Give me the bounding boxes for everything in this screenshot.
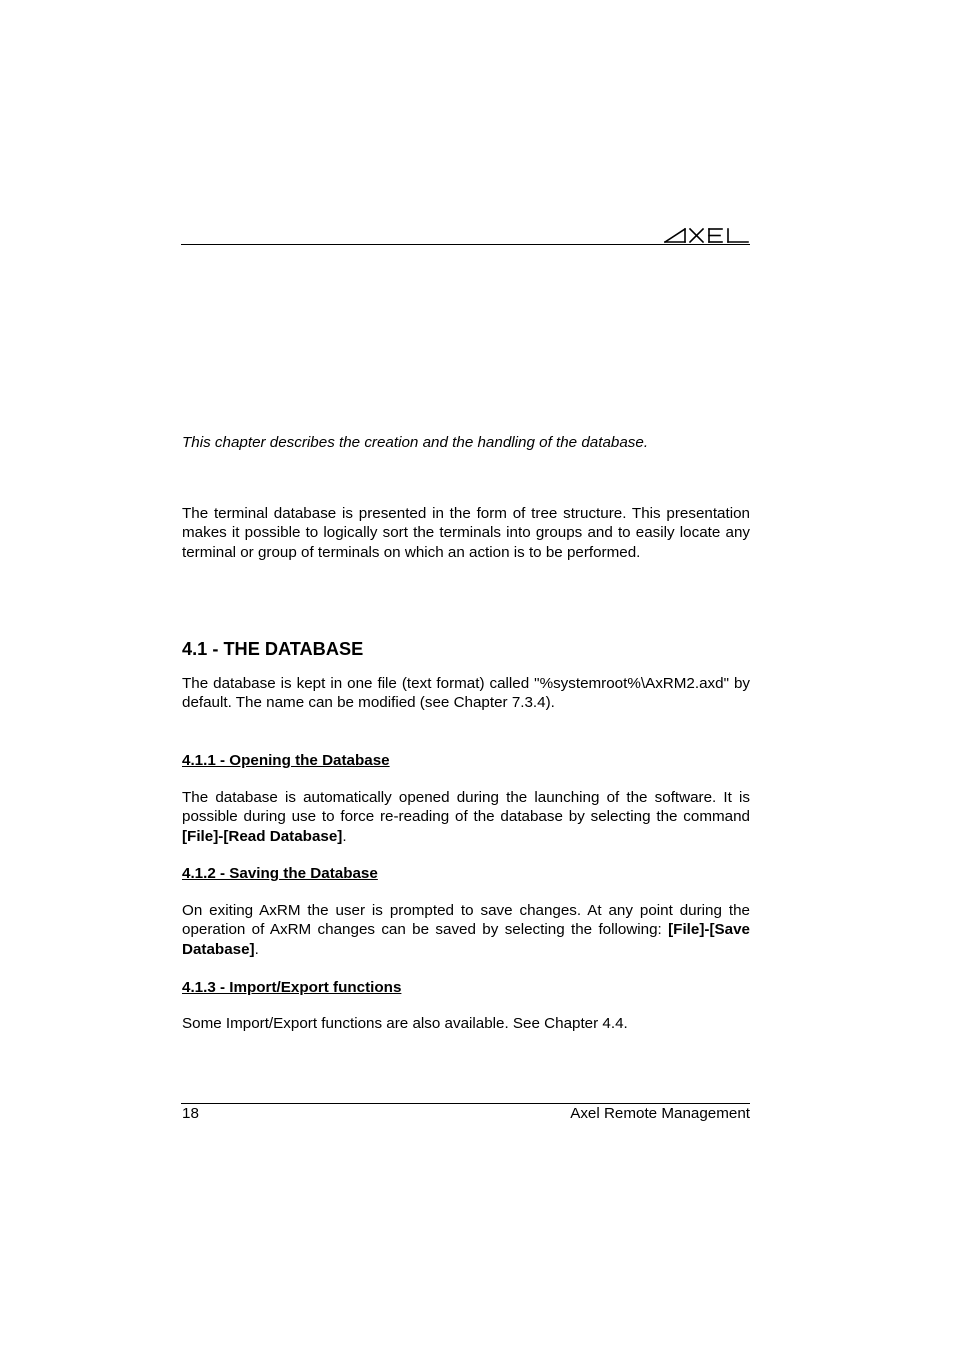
footer-doc-title: Axel Remote Management [570,1105,750,1122]
page-number: 18 [182,1105,199,1122]
tree-structure-paragraph: The terminal database is presented in the form of tree structure. This presentation makes it possible to logically sort the terminals into groups and to easily locate any terminal or group of terminals on which an action is to be performed. [182,505,750,561]
save-database-command: [File]-[Save Database] [182,921,750,958]
subsection-title-opening: 4.1.1 - Opening the Database [182,752,390,769]
opening-text-end: . [342,827,347,845]
opening-paragraph [182,788,750,846]
subsection-title-import-export: 4.1.3 - Import/Export functions [182,979,402,996]
database-paragraph: The database is kept in one file (text format) called "%systemroot%\AxRM2.axd" by default. The name can be modified (see Chapter 7.3.4). [182,675,750,712]
opening-text: The database is automatically opened during the launching of the software. It is possible during use to force re-reading of the database by selecting the command [182,789,750,826]
axel-logo [663,225,751,245]
section-title: 4.1 - THE DATABASE [182,639,364,659]
import-export-paragraph: Some Import/Export functions are also available. See Chapter 4.4. [182,1015,628,1032]
saving-paragraph [182,901,750,959]
subsection-title-saving: 4.1.2 - Saving the Database [182,865,378,882]
saving-text-end: . [254,940,259,958]
read-database-command: [File]-[Read Database] [182,827,343,845]
saving-text: On exiting AxRM the user is prompted to save changes. At any point during the operation of AxRM changes can be saved by selecting the following: [182,902,750,939]
chapter-intro: This chapter describes the creation and the handling of the database. [182,434,649,451]
